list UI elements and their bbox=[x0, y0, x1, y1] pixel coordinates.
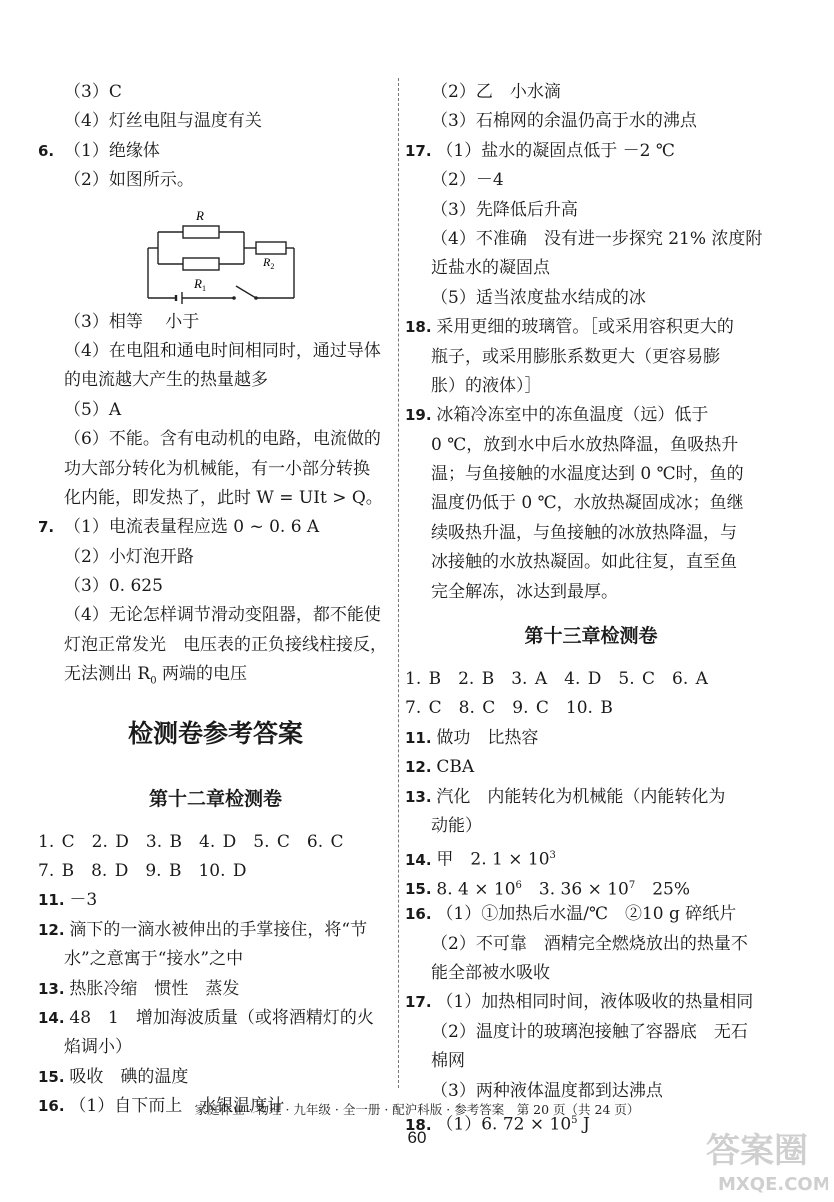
circuit-diagram bbox=[138, 196, 393, 308]
section-title-answers: 检测卷参考答案 bbox=[127, 718, 303, 748]
q17-line5: （5）适当浓度盐水结成的冰 bbox=[431, 287, 646, 308]
label-r2: $R_2$ bbox=[263, 254, 275, 271]
q7-number: 7. bbox=[38, 518, 55, 537]
q6-line1: 6. （1）绝缘体 bbox=[38, 137, 393, 166]
q7-line4b: 灯泡正常发光 电压表的正负接线柱接反， bbox=[64, 634, 387, 655]
page-footer: 家庭作业 · 物理 · 九年级 · 全一册 · 配沪科版 · 参考答案 第 20 页（共 24 页） bbox=[194, 1102, 640, 1117]
ch13-q18: 18. （1）6. $72 \times 10^5$ J bbox=[405, 1114, 590, 1135]
ch12-q12b: 水”之意寓于“接水”之中 bbox=[64, 949, 244, 970]
ch13-mc-row1: 1. B 2. B 3. A 4. D 5. C 6. A bbox=[405, 669, 708, 690]
q18-line3: 胀）的液体）］ bbox=[431, 375, 542, 396]
ch12-q14a: 14. 48 1 增加海波质量（或将酒精灯的火 bbox=[38, 1007, 374, 1028]
q17-line3: （3）先降低后升高 bbox=[431, 199, 578, 220]
ch12-mc-row2: 7. B 8. D 9. B 10. D bbox=[38, 861, 247, 882]
ch12-q14b: 焰调小） bbox=[64, 1037, 132, 1058]
q19-line6: 冰接触的水放热凝固。如此往复，直至鱼 bbox=[431, 552, 737, 573]
q17-line4a: （4）不准确 没有进一步探究 21% 浓度附 bbox=[431, 228, 763, 249]
left-column bbox=[38, 78, 393, 1122]
q6-line2: （2）如图所示。 bbox=[64, 170, 194, 191]
ch13-q15: 15. 8. $4 \times 10^6$ 3. $36 \times 10^7$ 25% bbox=[405, 879, 691, 900]
ch12-mc-row1: 1. C 2. D 3. B 4. D 5. C 6. C bbox=[38, 831, 344, 852]
prev-q-line3: （3）石棉网的余温仍高于水的沸点 bbox=[431, 111, 697, 132]
circuit-svg bbox=[138, 196, 298, 308]
q19-line4: 温度仍低于 0 ℃，水放热凝固成冰；鱼继 bbox=[431, 493, 744, 514]
ch13-q16c: 能全部被水吸收 bbox=[431, 962, 550, 983]
ch13-q13b: 动能） bbox=[431, 815, 482, 836]
q6-line3: （3）相等 小于 bbox=[64, 311, 200, 332]
q7-line1: 7. （1）电流表量程应选 0 ~ 0. 6 A bbox=[38, 513, 393, 542]
ch12-q13: 13. 热胀冷缩 惯性 蒸发 bbox=[38, 978, 240, 999]
ch12-q16: 16. （1）自下而上 水银温度计 bbox=[38, 1096, 285, 1117]
q19-line5: 续吸热升温，与鱼接触的冰放热降温，与 bbox=[431, 522, 737, 543]
ch13-mc-row2: 7. C 8. C 9. C 10. B bbox=[405, 698, 613, 719]
svg-text:MXQE.COM: MXQE.COM bbox=[718, 1174, 828, 1195]
q5-item-4: （4）灯丝电阻与温度有关 bbox=[64, 111, 262, 132]
ch13-q14: 14. 甲 2. $1 \times 10^3$ bbox=[405, 850, 556, 871]
svg-text:答案圈: 答案圈 bbox=[706, 1131, 808, 1171]
q7-line2: （2）小灯泡开路 bbox=[64, 546, 194, 567]
ch13-q16b: （2）不可靠 酒精完全燃烧放出的热量不 bbox=[431, 933, 748, 954]
right-column bbox=[405, 78, 777, 1135]
q18-line2: 瓶子，或采用膨胀系数更大（更容易膨 bbox=[431, 346, 720, 367]
watermark-logo bbox=[700, 1120, 828, 1198]
q6-line5: （5）A bbox=[64, 399, 122, 420]
q7-line4a: （4）无论怎样调节滑动变阻器，都不能使 bbox=[64, 605, 381, 626]
ch13-q13a: 13. 汽化 内能转化为机械能（内能转化为 bbox=[405, 786, 726, 807]
ch13-q17c: 棉网 bbox=[431, 1051, 465, 1072]
chapter12-title: 第十二章检测卷 bbox=[148, 787, 282, 810]
ch12-q12a: 12. 滴下的一滴水被伸出的手掌接住，将“节 bbox=[38, 919, 368, 940]
label-r: R bbox=[196, 207, 204, 223]
prev-q-line2: （2）乙 小水滴 bbox=[431, 82, 561, 102]
ch12-q15: 15. 吸收 碘的温度 bbox=[38, 1066, 189, 1087]
page-number: 60 bbox=[407, 1128, 427, 1147]
q5-item-3: （3）C bbox=[64, 82, 122, 102]
ch13-q11: 11. 做功 比热容 bbox=[405, 727, 539, 748]
q19-line3: 温；与鱼接触的水温度达到 0 ℃时，鱼的 bbox=[431, 464, 744, 485]
q6-line4a: （4）在电阻和通电时间相同时，通过导体 bbox=[64, 340, 381, 361]
ch13-q16a: 16. （1）①加热后水温/℃ ②10 g 碎纸片 bbox=[405, 904, 737, 925]
q6-line6b: 功大部分转化为机械能，有一小部分转换 bbox=[64, 458, 370, 479]
q19-line7: 完全解冻，冰达到最厚。 bbox=[431, 581, 618, 602]
q17-line4b: 近盐水的凝固点 bbox=[431, 258, 550, 279]
q17-line2: （2）－4 bbox=[431, 170, 504, 191]
q19-line2: 0 ℃，放到水中后水放热降温，鱼吸热升 bbox=[431, 434, 739, 455]
watermark-svg bbox=[700, 1120, 828, 1198]
ch13-q17d: （3）两种液体温度都到达沸点 bbox=[431, 1080, 663, 1101]
ch13-q17b: （2）温度计的玻璃泡接触了容器底 无石 bbox=[431, 1021, 748, 1042]
q6-number: 6. bbox=[38, 141, 55, 160]
q6-line6a: （6）不能。含有电动机的电路，电流做的 bbox=[64, 429, 381, 450]
ch13-q17a: 17. （1）加热相同时间，液体吸收的热量相同 bbox=[405, 992, 754, 1013]
column-divider bbox=[398, 78, 399, 1088]
q18-line1: 18. 采用更细的玻璃管。［或采用容积更大的 bbox=[405, 317, 734, 338]
chapter13-title: 第十三章检测卷 bbox=[524, 625, 658, 648]
q17-line1: 17. （1）盐水的凝固点低于 －2 ℃ bbox=[405, 140, 675, 161]
label-r1: $R_1$ bbox=[194, 275, 206, 293]
q6-line4b: 的电流越大产生的热量越多 bbox=[64, 370, 268, 391]
q7-line3: （3）0. 625 bbox=[64, 576, 163, 597]
ch12-q11: 11. －3 bbox=[38, 890, 98, 911]
q6-line6c: 化内能，即发热了，此时 W = UIt > Q。 bbox=[64, 487, 383, 508]
ch13-q12: 12. CBA bbox=[405, 757, 475, 778]
q19-line1: 19. 冰箱冷冻室中的冻鱼温度（远）低于 bbox=[405, 405, 709, 426]
q7-line4c: 无法测出 $R_0$ 两端的电压 bbox=[64, 664, 247, 687]
